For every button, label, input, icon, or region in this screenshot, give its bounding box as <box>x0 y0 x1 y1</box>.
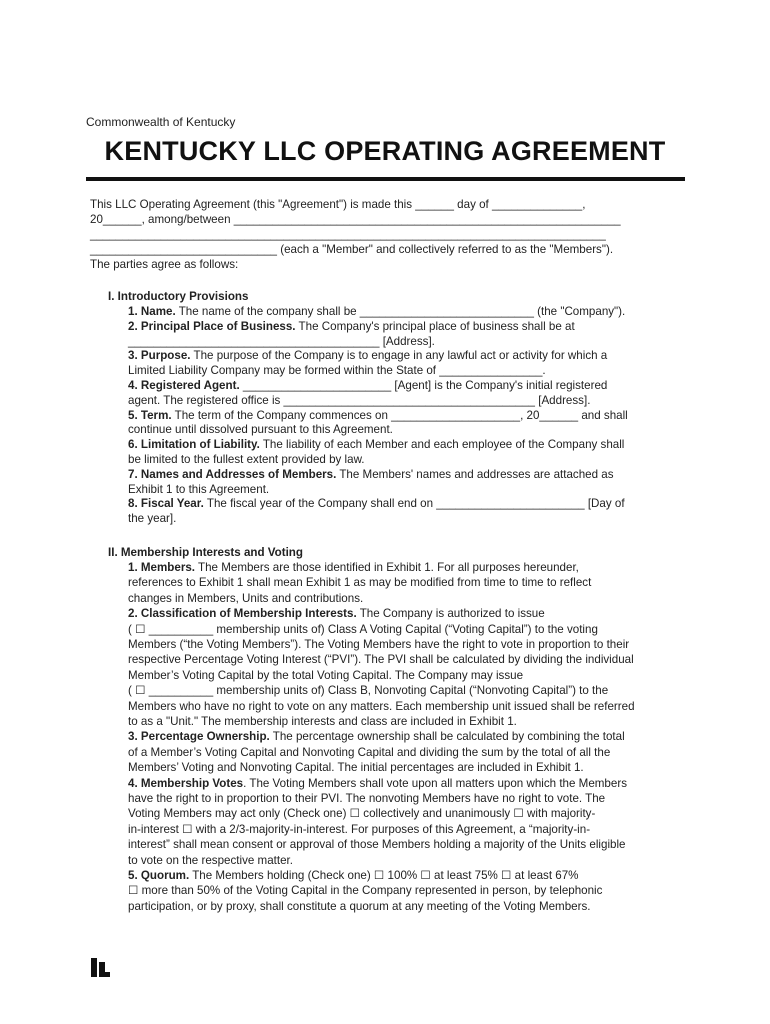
intro-line-text: This LLC Operating Agreement (this "Agreement") is made this ______ day of ______________, <box>90 198 586 211</box>
intro-line-text: The parties agree as follows: <box>90 258 239 271</box>
membership-line <box>128 683 608 698</box>
membership-line-text: interest” shall mean consent or approval of those Members holding a majority of the Units eligible <box>128 838 626 852</box>
membership-line-text: ( ☐ __________ membership units of) Class B, Nonvoting Capital (“Nonvoting Capital”) to the <box>128 684 609 698</box>
membership-line <box>128 791 605 806</box>
provision-line-text: The liability of each Member and each employee of the Company shall <box>259 438 625 452</box>
membership-line-text: Voting Members may act only (Check one) ☐ collectively and unanimously ☐ with majority- <box>128 807 596 821</box>
intro-line <box>90 227 606 242</box>
membership-line <box>128 760 584 775</box>
intro-line <box>90 197 585 212</box>
provision-line <box>128 496 625 511</box>
membership-line-label: 4. Membership Votes <box>128 776 244 790</box>
provision-line <box>128 437 624 452</box>
title-divider <box>86 177 685 181</box>
provision-line <box>128 511 176 526</box>
provision-line-text: the year]. <box>128 512 177 526</box>
membership-line <box>128 606 545 621</box>
provision-line <box>128 319 575 334</box>
membership-line <box>128 699 635 714</box>
provision-line <box>128 452 365 467</box>
provision-line <box>128 304 625 319</box>
provision-line-text: _______________________ [Agent] is the Company's initial registered <box>239 379 608 392</box>
provision-line <box>128 393 590 408</box>
membership-line <box>128 899 591 914</box>
membership-line-text: Members (“the Voting Members”). The Voting Members have the right to vote in proportion to their <box>128 638 630 651</box>
provision-line <box>128 482 269 497</box>
provision-line-label: 1. Name. <box>128 305 176 318</box>
legal-templates-logo-icon <box>91 958 110 977</box>
membership-line-label: 2. Classification of Membership Interests. <box>128 607 357 621</box>
intro-line <box>90 242 613 257</box>
membership-line-text: Members who have no right to vote on any matters. Each membership unit issued shall be referred <box>128 699 635 713</box>
membership-line-text: Members’ Voting and Nonvoting Capital. The initial percentages are included in Exhibit 1. <box>128 761 584 775</box>
provision-line-text: continue until dissolved pursuant to this Agreement. <box>128 423 393 437</box>
membership-line-text: changes in Members, Units and contributions. <box>128 591 364 605</box>
membership-line <box>128 745 610 760</box>
membership-line-text: have the right to in proportion to their PVI. The nonvoting Members have no right to vote. The <box>128 792 606 805</box>
provision-line <box>128 422 393 437</box>
membership-line <box>128 668 523 683</box>
provision-line-text: _______________________________________ [Address]. <box>128 334 435 348</box>
provision-line-text: The name of the company shall be ___________________________ (the "Company"). <box>175 305 626 318</box>
provision-line-text: be limited to the fullest extent provided by law. <box>128 453 365 466</box>
provision-line-text: The purpose of the Company is to engage in any lawful act or activity for which a <box>190 349 608 363</box>
provision-line <box>128 378 607 393</box>
section-heading: II. Membership Interests and Voting <box>108 546 303 559</box>
membership-line-label: 5. Quorum. <box>128 869 190 882</box>
membership-line <box>128 806 595 821</box>
membership-line-text: The percentage ownership shall be calculated by combining the total <box>269 730 625 744</box>
membership-line <box>128 622 598 637</box>
membership-line-text: in-interest ☐ with a 2/3-majority-in-interest. For purposes of this Agreement, a “majority-in- <box>128 822 591 836</box>
provision-line-label: 8. Fiscal Year. <box>128 497 204 511</box>
membership-line <box>128 591 363 606</box>
membership-line-text: ☐ more than 50% of the Voting Capital in the Company represented in person, by telephonic <box>128 884 603 898</box>
state-label: Commonwealth of Kentucky <box>86 115 236 129</box>
intro-line-text: ________________________________________________________________________________ <box>90 228 606 241</box>
membership-line <box>128 883 602 898</box>
provision-line-label: 5. Term. <box>128 408 172 422</box>
provision-line-label: 6. Limitation of Liability. <box>128 438 260 452</box>
membership-line-text: of a Member’s Voting Capital and Nonvoting Capital and dividing the sum by the total of all the <box>128 745 611 759</box>
intro-line <box>90 257 238 272</box>
provision-line-text: The Company's principal place of business shall be at <box>295 319 575 333</box>
provision-line-text: Exhibit 1 to this Agreement. <box>128 482 270 496</box>
membership-line <box>128 637 629 652</box>
membership-line-text: The Members are those identified in Exhibit 1. For all purposes hereunder, <box>195 561 579 574</box>
provision-line <box>128 408 628 423</box>
membership-line <box>128 822 590 837</box>
membership-line-text: ( ☐ __________ membership units of) Class A Voting Capital (“Voting Capital”) to the voting <box>128 622 598 636</box>
membership-line-label: 3. Percentage Ownership. <box>128 730 270 744</box>
membership-line-text: . The Voting Members shall vote upon all matters upon which the Members <box>243 776 627 790</box>
membership-line <box>128 776 627 791</box>
provision-line-text: The term of the Company commences on ____________________, 20______ and shall <box>171 408 628 422</box>
membership-line-text: references to Exhibit 1 shall mean Exhibit 1 as may be modified from time to time to reflect <box>128 576 592 590</box>
intro-line-text: 20______, among/between ____________________________________________________________ <box>90 213 621 226</box>
provision-line <box>128 363 546 378</box>
provision-line-text: Limited Liability Company may be formed within the State of ________________. <box>128 364 546 378</box>
membership-line-text: respective Percentage Voting Interest (“PVI”). The PVI shall be calculated by dividing the individual <box>128 653 634 667</box>
membership-line-label: 1. Members. <box>128 561 196 574</box>
provision-line-text: The Members' names and addresses are attached as <box>336 467 614 481</box>
membership-line-text: Member’s Voting Capital by the total Voting Capital. The Company may issue <box>128 668 524 682</box>
section-heading: I. Introductory Provisions <box>108 290 249 303</box>
membership-line <box>128 868 578 883</box>
membership-line <box>128 714 517 729</box>
provision-line-label: 2. Principal Place of Business. <box>128 319 296 333</box>
provision-line-text: The fiscal year of the Company shall end on _______________________ [Day of <box>203 497 625 511</box>
provision-line-text: agent. The registered office is _______________________________________ [Address]. <box>128 393 591 407</box>
membership-line-text: The Members holding (Check one) ☐ 100% ☐ at least 75% ☐ at least 67% <box>189 869 579 882</box>
membership-line <box>128 575 591 590</box>
membership-line-text: to vote on the respective matter. <box>128 853 293 867</box>
membership-line-text: participation, or by proxy, shall constitute a quorum at any meeting of the Voting Members. <box>128 899 591 913</box>
intro-line <box>90 212 621 227</box>
intro-line-text: _____________________________ (each a "Member" and collectively referred to as the "Members"). <box>90 243 614 256</box>
provision-line <box>128 348 607 363</box>
membership-line-text: The Company is authorized to issue <box>356 607 545 621</box>
membership-line <box>128 837 626 852</box>
membership-line <box>128 560 579 575</box>
membership-line <box>128 729 625 744</box>
document-title: KENTUCKY LLC OPERATING AGREEMENT <box>104 136 666 166</box>
provision-line <box>128 334 435 349</box>
provision-line-label: 4. Registered Agent. <box>128 379 240 392</box>
membership-line <box>128 853 293 868</box>
provision-line <box>128 467 614 482</box>
provision-line-label: 7. Names and Addresses of Members. <box>128 467 337 481</box>
membership-line <box>128 652 634 667</box>
membership-line-text: to as a "Unit." The membership interests and class are included in Exhibit 1. <box>128 715 517 728</box>
provision-line-label: 3. Purpose. <box>128 349 191 363</box>
